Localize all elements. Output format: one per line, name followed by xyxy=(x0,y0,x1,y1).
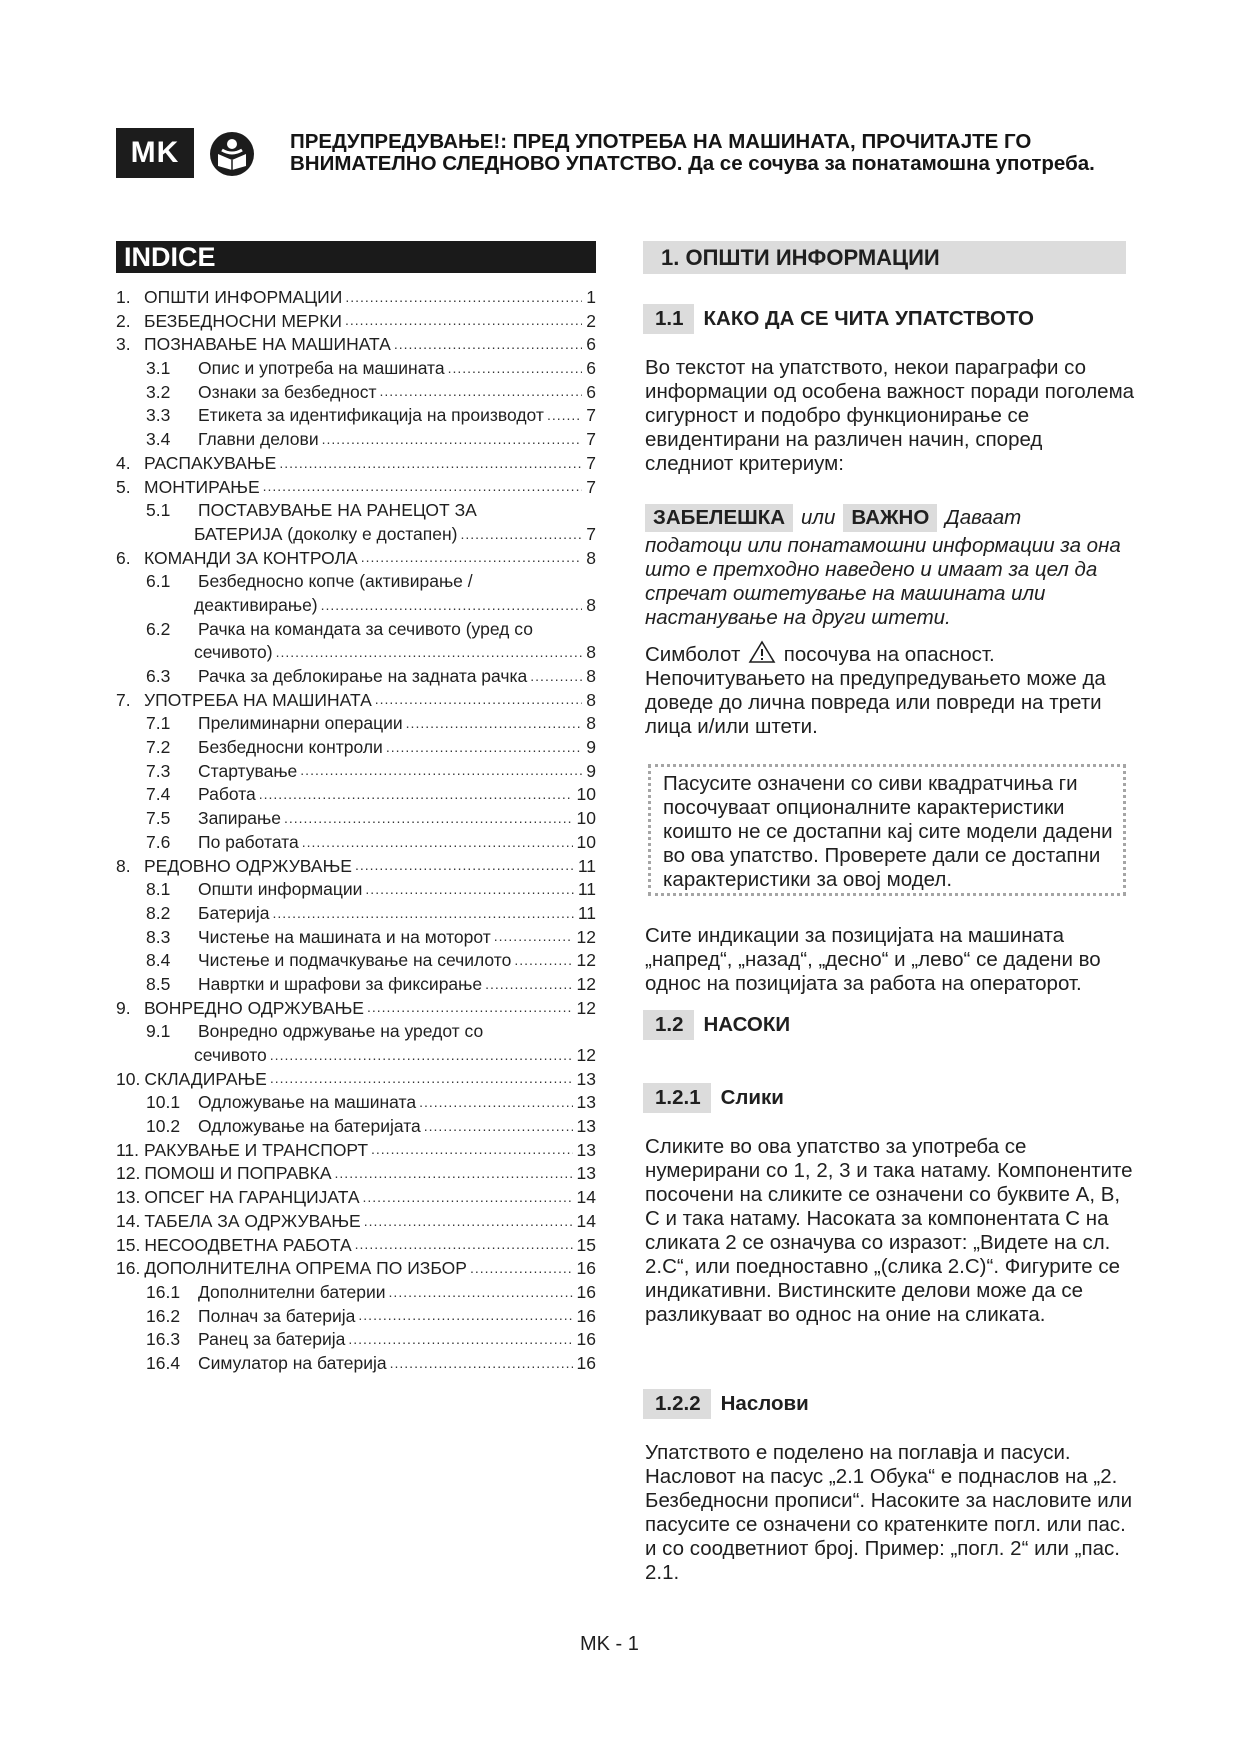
section-1-1-heading xyxy=(643,304,1034,334)
toc-entry-title: Работа xyxy=(198,784,256,805)
toc-entry[interactable] xyxy=(116,311,596,335)
toc-entry-title: Безбедносно копче (активирање / xyxy=(198,571,473,592)
toc-entry-title: сечивото xyxy=(194,1045,267,1065)
section-title: КАКО ДА СЕ ЧИТА УПАТСТВОТО xyxy=(703,307,1034,330)
toc-entry[interactable] xyxy=(116,1353,596,1377)
section-1-2-2-heading xyxy=(643,1389,809,1419)
toc-leader-dots xyxy=(448,361,583,379)
toc-entry-page: 14 xyxy=(576,1210,596,1231)
toc-entry[interactable] xyxy=(116,500,596,524)
toc-leader-dots xyxy=(270,1048,573,1066)
toc-leader-dots xyxy=(279,456,582,474)
toc-entry-title: Рачка за деблокирање на задната рачка xyxy=(198,666,528,686)
toc-entry-number: 16. xyxy=(116,1258,141,1279)
toc-entry-page: 13 xyxy=(576,1116,596,1137)
toc-entry-number: 14. xyxy=(116,1210,141,1231)
toc-entry-number: 5. xyxy=(116,476,131,497)
toc-leader-dots xyxy=(259,787,573,805)
important-label: ВАЖНО xyxy=(843,504,937,532)
toc-entry-number: 12. xyxy=(116,1163,141,1184)
toc-entry-number: 10.2 xyxy=(146,1116,181,1137)
toc-entry-number: 8.3 xyxy=(146,926,171,947)
toc-leader-dots xyxy=(355,1237,573,1255)
symbol-after: посочува на опасност. Непочитувањето на предупредувањето може да доведе до лична повреда или повреди на трети лица и/или штети. xyxy=(645,643,1106,738)
toc-leader-dots xyxy=(375,692,583,710)
toc-entry-number: 8.1 xyxy=(146,879,171,900)
toc-leader-dots xyxy=(461,527,583,545)
toc-entry-title: Рачка на командата за сечивото (уред со xyxy=(198,618,533,639)
toc-entry-number: 10. xyxy=(116,1068,141,1089)
toc-entry-title: Одложување на машината xyxy=(198,1092,417,1113)
toc-entry-title: РАСПАКУВАЊЕ xyxy=(144,452,277,473)
toc-entry-title: Ознаки за безбедност xyxy=(198,381,377,402)
toc-entry[interactable] xyxy=(116,856,596,880)
toc-entry-page: 16 xyxy=(576,1352,596,1373)
toc-entry[interactable] xyxy=(116,713,596,737)
toc-entry-page: 12 xyxy=(576,950,596,971)
toc-entry[interactable] xyxy=(116,334,596,358)
toc-entry-page: 16 xyxy=(576,1329,596,1350)
toc-entry-number: 9.1 xyxy=(146,1021,171,1042)
toc-entry-page: 9 xyxy=(586,737,596,758)
table-of-contents xyxy=(116,287,596,1377)
toc-leader-dots xyxy=(348,1332,572,1350)
note-description: податоци или понатамошни информации за она што е претходно наведено и имаат за цел да спречат оштетување на машината или настанување на други штети. xyxy=(645,534,1121,629)
toc-entry-page: 7 xyxy=(586,429,596,450)
toc-leader-dots xyxy=(547,408,582,426)
toc-entry-number: 3.2 xyxy=(146,381,171,402)
toc-entry[interactable] xyxy=(116,950,596,974)
toc-entry[interactable] xyxy=(116,1021,596,1045)
toc-entry[interactable] xyxy=(116,1235,596,1259)
toc-entry-number: 6.2 xyxy=(146,618,171,639)
toc-entry[interactable] xyxy=(116,784,596,808)
toc-entry-title: БЕЗБЕДНОСНИ МЕРКИ xyxy=(144,310,343,331)
toc-entry[interactable] xyxy=(116,1329,596,1353)
toc-entry-page: 6 xyxy=(586,381,596,402)
toc-entry-number: 4. xyxy=(116,452,131,473)
toc-entry[interactable] xyxy=(116,1187,596,1211)
toc-leader-dots xyxy=(367,1000,573,1018)
positions-paragraph: Сите индикации за позицијата на машината „напред“, „назад“, „десно“ и „лево“ се дадени во однос на позицијата за работа на операторот. xyxy=(645,924,1101,995)
toc-entry-page: 13 xyxy=(576,1092,596,1113)
toc-leader-dots xyxy=(345,313,582,331)
warning-triangle-icon xyxy=(748,640,776,664)
toc-entry-page: 8 xyxy=(586,594,596,615)
note-give: Даваат xyxy=(945,506,1022,529)
toc-leader-dots xyxy=(322,432,583,450)
toc-entry-page: 8 xyxy=(586,666,596,686)
toc-entry-page: 12 xyxy=(576,926,596,947)
toc-entry-page: 16 xyxy=(576,1258,596,1279)
toc-entry-number: 6.1 xyxy=(146,571,171,592)
toc-leader-dots xyxy=(355,858,574,876)
toc-entry-title: Општи информации xyxy=(198,879,363,900)
toc-entry[interactable] xyxy=(116,974,596,998)
toc-entry-page: 14 xyxy=(576,1187,596,1208)
toc-entry-title: деактивирање) xyxy=(194,594,318,615)
toc-leader-dots xyxy=(302,835,573,853)
toc-entry-number: 16.3 xyxy=(146,1329,181,1350)
toc-entry-page: 7 xyxy=(586,476,596,497)
toc-entry[interactable] xyxy=(116,879,596,903)
toc-entry-number: 7. xyxy=(116,689,131,710)
toc-entry-page: 13 xyxy=(576,1139,596,1160)
symbol-before: Симболот xyxy=(645,643,741,666)
toc-entry-title: Чистење и подмачкување на сечилото xyxy=(198,950,512,971)
toc-leader-dots xyxy=(406,716,583,734)
toc-leader-dots xyxy=(424,1119,573,1137)
toc-entry-page: 6 xyxy=(586,334,596,355)
toc-leader-dots xyxy=(345,290,582,308)
toc-entry-number: 11. xyxy=(116,1139,140,1160)
toc-entry-number: 16.2 xyxy=(146,1305,181,1326)
figures-paragraph: Сликите во ова упатство за употреба се нумерирани со 1, 2, 3 и така натаму. Компонентите посочени на сликите се означени со буквите A, B, C и така натаму. Насоката за компонентата C на сликата 2 се означува со изразот: „Видете на сл. 2.C“, или поедноставно „(слика 2.C)“. Фигурите се индикативни. Вистинските делови може да се разликуваат во однос на оние на сликата. xyxy=(645,1135,1133,1326)
toc-entry-page: 1 xyxy=(586,287,596,307)
toc-entry-number: 3.4 xyxy=(146,429,171,450)
toc-entry-page: 12 xyxy=(576,997,596,1018)
toc-entry-title: РАКУВАЊЕ И ТРАНСПОРТ xyxy=(144,1139,369,1160)
toc-entry-number: 8.4 xyxy=(146,950,171,971)
toc-entry[interactable] xyxy=(116,998,596,1022)
toc-entry-number: 3.3 xyxy=(146,405,171,426)
toc-entry[interactable] xyxy=(116,524,596,548)
toc-entry-title: УПОТРЕБА НА МАШИНАТА xyxy=(144,689,372,710)
toc-leader-dots xyxy=(364,1214,573,1232)
toc-entry[interactable] xyxy=(116,382,596,406)
toc-entry-title: ВОНРЕДНО ОДРЖУВАЊЕ xyxy=(144,997,364,1018)
toc-entry-title: Безбедносни контроли xyxy=(198,737,383,758)
toc-entry-title: НЕСООДВЕТНА РАБОТА xyxy=(144,1234,352,1255)
toc-entry-number: 8.5 xyxy=(146,973,171,994)
toc-entry-number: 7.1 xyxy=(146,713,171,734)
toc-entry-title: ПОСТАВУВАЊЕ НА РАНЕЦОТ ЗА xyxy=(198,500,477,521)
toc-entry-title: ПОЗНАВАЊЕ НА МАШИНАТА xyxy=(144,334,391,355)
toc-entry-title: Прелиминарни операции xyxy=(198,713,403,734)
toc-entry[interactable] xyxy=(116,903,596,927)
toc-entry-page: 12 xyxy=(576,973,596,994)
toc-leader-dots xyxy=(389,1285,573,1303)
toc-entry-page: 13 xyxy=(576,1163,596,1184)
toc-leader-dots xyxy=(530,669,582,687)
toc-entry-number: 7.3 xyxy=(146,760,171,781)
toc-entry-title: ОПШТИ ИНФОРМАЦИИ xyxy=(144,287,343,307)
toc-title: INDICE xyxy=(116,241,596,273)
toc-entry-title: Одложување на батеријата xyxy=(198,1116,421,1137)
toc-entry-page: 9 xyxy=(586,760,596,781)
toc-leader-dots xyxy=(335,1166,573,1184)
toc-entry-page: 2 xyxy=(586,310,596,331)
intro-paragraph: Во текстот на упатството, некои параграфи со информации од особена важност поради поголема сигурност и подобро функционирање се евидентирани на различен начин, според следниот критериум: xyxy=(645,356,1135,475)
toc-entry-title: ПОМОШ И ПОПРАВКА xyxy=(144,1163,332,1184)
language-badge: MK xyxy=(116,128,194,178)
toc-entry-number: 3.1 xyxy=(146,358,171,379)
toc-leader-dots xyxy=(284,811,573,829)
toc-entry-number: 5.1 xyxy=(146,500,171,521)
toc-entry-title: Етикета за идентификација на производот xyxy=(198,405,544,426)
toc-leader-dots xyxy=(363,1190,573,1208)
toc-entry[interactable] xyxy=(116,737,596,761)
toc-leader-dots xyxy=(514,953,572,971)
toc-entry-page: 15 xyxy=(576,1234,596,1255)
optional-features-box: Пасусите означени со сиви квадратчиња ги посочуваат опционалните карактеристики коишто не се достапни кај сите модели дадени во ова упатство. Проверете дали се достапни карактеристики за овој модел. xyxy=(648,764,1126,896)
header-warning xyxy=(290,131,1190,175)
section-1-2-heading xyxy=(643,1010,790,1040)
toc-entry[interactable] xyxy=(116,666,596,690)
toc-entry-title: Дополнителни батерии xyxy=(198,1281,386,1302)
read-manual-icon xyxy=(208,130,256,178)
section-1-heading: 1. ОПШТИ ИНФОРМАЦИИ xyxy=(643,241,1126,274)
toc-entry-page: 8 xyxy=(586,547,596,568)
toc-entry-title: Стартување xyxy=(198,760,298,781)
toc-entry-title: сечивото) xyxy=(194,642,273,663)
toc-entry-title: Опис и употреба на машината xyxy=(198,358,445,379)
toc-entry[interactable] xyxy=(116,548,596,572)
titles-paragraph: Упатството е поделено на поглавја и пасуси. Насловот на пасус „2.1 Обука“ е поднаслов на „2. Безбедносни прописи“. Насоките за насловите или пасусите се означени со кратенките погл. или пас. и со соодветниот број. Пример: „погл. 2“ или „пас. 2.1. xyxy=(645,1441,1133,1584)
toc-entry[interactable] xyxy=(116,405,596,429)
toc-entry[interactable] xyxy=(116,690,596,714)
danger-symbol-paragraph xyxy=(645,640,1135,739)
section-number: 1.2.2 xyxy=(643,1389,711,1419)
header-warning-line2: ВНИМАТЕЛНО СЛЕДНОВО УПАТСТВО. Да се сочува за понатамошна употреба. xyxy=(290,152,1095,175)
toc-entry-page: 13 xyxy=(576,1068,596,1089)
toc-entry[interactable] xyxy=(116,477,596,501)
toc-entry-number: 8.2 xyxy=(146,902,171,923)
toc-entry[interactable] xyxy=(116,1045,596,1069)
toc-entry-number: 2. xyxy=(116,310,131,331)
toc-entry-page: 11 xyxy=(577,855,596,876)
toc-entry[interactable] xyxy=(116,1211,596,1235)
toc-entry-page: 8 xyxy=(586,713,596,734)
note-or: или xyxy=(801,506,836,529)
toc-entry[interactable] xyxy=(116,453,596,477)
toc-entry[interactable] xyxy=(116,642,596,666)
toc-entry-page: 12 xyxy=(576,1045,596,1065)
toc-entry[interactable] xyxy=(116,761,596,785)
toc-entry-number: 16.1 xyxy=(146,1281,181,1302)
toc-entry-page: 8 xyxy=(586,642,596,663)
toc-entry-page: 10 xyxy=(576,831,596,852)
section-number: 1.1 xyxy=(643,304,694,334)
toc-entry-number: 7.4 xyxy=(146,784,171,805)
toc-entry-number: 3. xyxy=(116,334,131,355)
toc-leader-dots xyxy=(371,1142,573,1160)
toc-entry-title: Симулатор на батерија xyxy=(198,1352,387,1373)
header-warning-line1: ПРЕДУПРЕДУВАЊЕ!: ПРЕД УПОТРЕБА НА МАШИНАТА, ПРОЧИТАЈТЕ ГО xyxy=(290,130,1032,153)
toc-entry-number: 7.5 xyxy=(146,808,171,829)
toc-leader-dots xyxy=(361,550,583,568)
toc-entry[interactable] xyxy=(116,595,596,619)
section-number: 1.2 xyxy=(643,1010,694,1040)
toc-entry[interactable] xyxy=(116,287,596,311)
toc-leader-dots xyxy=(273,906,574,924)
toc-entry-number: 6.3 xyxy=(146,666,171,686)
section-title: Слики xyxy=(720,1086,784,1109)
toc-entry[interactable] xyxy=(116,832,596,856)
toc-entry-page: 7 xyxy=(586,452,596,473)
toc-entry-number: 7.6 xyxy=(146,831,171,852)
toc-entry-number: 6. xyxy=(116,547,131,568)
toc-entry-title: Запирање xyxy=(198,808,281,829)
toc-leader-dots xyxy=(263,479,583,497)
note-legend xyxy=(645,504,1021,532)
toc-entry[interactable] xyxy=(116,1116,596,1140)
toc-entry-title: КОМАНДИ ЗА КОНТРОЛА xyxy=(144,547,358,568)
toc-entry[interactable] xyxy=(116,1140,596,1164)
toc-entry[interactable] xyxy=(116,1258,596,1282)
toc-entry-title: Главни делови xyxy=(198,429,319,450)
toc-entry-title: ОПСЕГ НА ГАРАНЦИЈАТА xyxy=(144,1187,360,1208)
toc-leader-dots xyxy=(276,645,583,663)
toc-leader-dots xyxy=(394,337,582,355)
toc-entry-title: МОНТИРАЊЕ xyxy=(144,476,260,497)
toc-entry-number: 1. xyxy=(116,287,131,307)
toc-entry-number: 10.1 xyxy=(146,1092,181,1113)
toc-leader-dots xyxy=(386,740,582,758)
toc-entry-title: СКЛАДИРАЊЕ xyxy=(144,1068,267,1089)
note-label: ЗАБЕЛЕШКА xyxy=(645,504,793,532)
toc-entry-number: 7.2 xyxy=(146,737,171,758)
toc-entry-title: Ранец за батерија xyxy=(198,1329,346,1350)
toc-leader-dots xyxy=(494,929,573,947)
toc-leader-dots xyxy=(380,384,583,402)
toc-entry-number: 9. xyxy=(116,997,131,1018)
toc-entry[interactable] xyxy=(116,1163,596,1187)
toc-entry-page: 10 xyxy=(576,784,596,805)
toc-entry[interactable] xyxy=(116,1306,596,1330)
toc-entry[interactable] xyxy=(116,1282,596,1306)
toc-entry[interactable] xyxy=(116,429,596,453)
toc-entry-page: 8 xyxy=(586,689,596,710)
toc-leader-dots xyxy=(470,1261,573,1279)
toc-entry-page: 10 xyxy=(576,808,596,829)
toc-entry-page: 16 xyxy=(576,1281,596,1302)
toc-entry-title: ДОПОЛНИТЕЛНА ОПРЕМА ПО ИЗБОР xyxy=(144,1258,467,1279)
toc-leader-dots xyxy=(390,1356,573,1374)
toc-leader-dots xyxy=(419,1095,572,1113)
section-number: 1.2.1 xyxy=(643,1083,711,1113)
toc-leader-dots xyxy=(300,763,582,781)
toc-entry-page: 7 xyxy=(586,405,596,426)
toc-entry-number: 8. xyxy=(116,855,131,876)
toc-entry[interactable] xyxy=(116,808,596,832)
toc-entry-title: Батерија xyxy=(198,902,270,923)
toc-entry-title: Чистење на машината и на моторот xyxy=(198,926,491,947)
toc-entry[interactable] xyxy=(116,1069,596,1093)
toc-entry-title: БАТЕРИЈА (доколку е достапен) xyxy=(194,523,458,544)
toc-entry-page: 11 xyxy=(577,879,596,900)
toc-entry-title: По работата xyxy=(198,831,299,852)
toc-leader-dots xyxy=(365,882,573,900)
toc-leader-dots xyxy=(321,598,583,616)
section-title: НАСОКИ xyxy=(703,1013,791,1036)
toc-entry-title: Вонредно одржување на уредот со xyxy=(198,1021,484,1042)
toc-entry-title: ТАБЕЛА ЗА ОДРЖУВАЊЕ xyxy=(144,1210,361,1231)
toc-leader-dots xyxy=(485,977,572,995)
toc-entry[interactable] xyxy=(116,358,596,382)
toc-entry-title: РЕДОВНО ОДРЖУВАЊЕ xyxy=(144,855,352,876)
toc-entry-page: 6 xyxy=(586,358,596,379)
toc-entry[interactable] xyxy=(116,927,596,951)
toc-entry-title: Навртки и шрафови за фиксирање xyxy=(198,973,483,994)
toc-leader-dots xyxy=(270,1071,573,1089)
page-number: MK - 1 xyxy=(580,1633,639,1655)
toc-entry-page: 11 xyxy=(577,902,596,923)
toc-entry-page: 16 xyxy=(576,1305,596,1326)
toc-entry-number: 13. xyxy=(116,1187,141,1208)
toc-entry-number: 16.4 xyxy=(146,1352,181,1373)
toc-leader-dots xyxy=(358,1308,572,1326)
toc-entry[interactable] xyxy=(116,1092,596,1116)
toc-entry[interactable] xyxy=(116,619,596,643)
section-title: Наслови xyxy=(720,1392,809,1415)
section-1-2-1-heading xyxy=(643,1083,784,1113)
toc-entry-title: Полнач за батерија xyxy=(198,1305,356,1326)
toc-entry[interactable] xyxy=(116,571,596,595)
toc-entry-number: 15. xyxy=(116,1234,141,1255)
toc-entry-page: 7 xyxy=(586,523,596,544)
